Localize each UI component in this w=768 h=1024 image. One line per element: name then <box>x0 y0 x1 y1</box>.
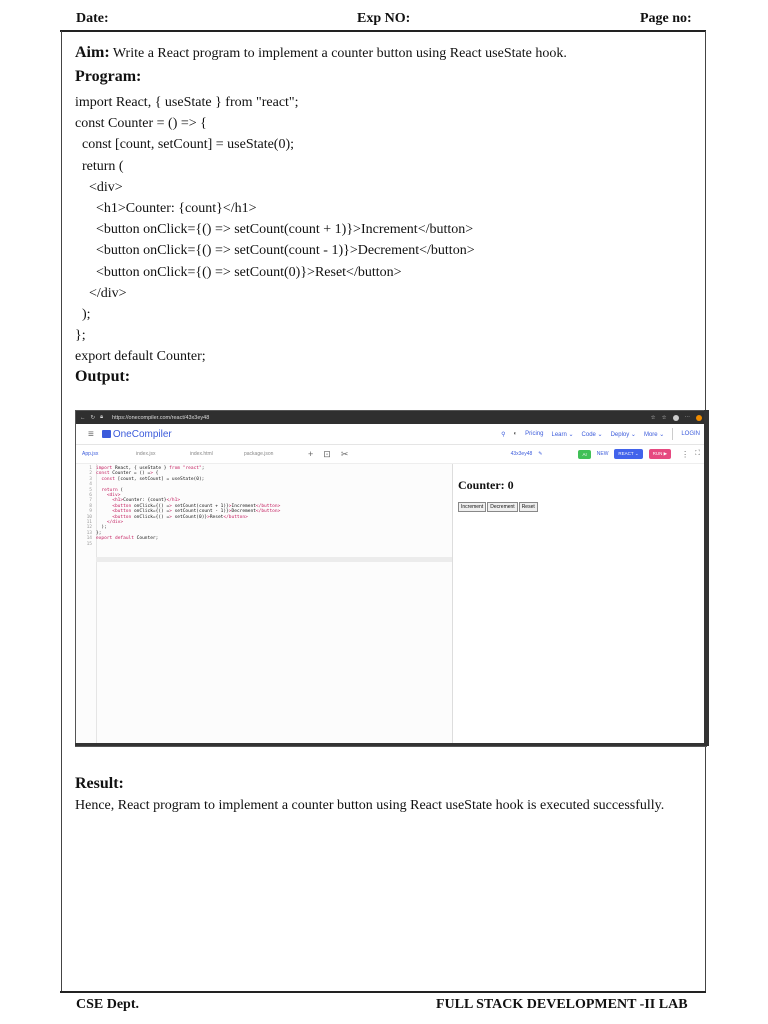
decrement-button[interactable]: Decrement <box>487 502 517 512</box>
tab-app-jsx[interactable]: App.jsx <box>82 451 99 457</box>
preview-button-group <box>458 502 538 512</box>
program-title: Program: <box>75 68 142 85</box>
add-file-icon[interactable]: + <box>308 449 314 459</box>
extension-color-icon <box>696 415 702 421</box>
footer-lab: FULL STACK DEVELOPMENT -II LAB <box>436 997 688 1012</box>
result-title: Result: <box>75 775 124 792</box>
header-rule <box>60 30 706 32</box>
tab-index-html[interactable]: index.html <box>190 451 213 457</box>
ai-button[interactable]: AI <box>578 450 590 459</box>
editor-line[interactable]: 5 return ( <box>76 488 123 493</box>
editor-line[interactable] <box>76 542 96 547</box>
exp-no-label: Exp NO: <box>357 11 411 26</box>
nav-more[interactable]: More ⌄ <box>643 431 665 438</box>
footer-rule <box>60 991 706 993</box>
result-text: Hence, React program to implement a counter button using React useState hook is executed successfully. <box>75 798 665 813</box>
line-number: 15 <box>86 541 92 547</box>
brand-name[interactable]: OneCompiler <box>112 428 172 440</box>
editor-line[interactable]: 13 }; <box>76 531 101 536</box>
editor-line[interactable]: 8 <button onClick={() => setCount(count + 1)}>Increment</button> <box>76 504 280 509</box>
editor-line[interactable]: 10 <button onClick={() => setCount(0)}>Reset</button> <box>76 515 248 520</box>
editor-line[interactable]: 6 <div> <box>76 493 120 498</box>
editor-line[interactable]: 11 </div> <box>76 520 123 525</box>
line-number: 6 <box>89 493 92 498</box>
line-number: 4 <box>89 482 92 488</box>
preview-pane <box>453 464 706 746</box>
more-options-icon[interactable]: ⋮ <box>681 449 690 459</box>
code-editor[interactable] <box>76 464 453 746</box>
run-button[interactable]: RUN ▶ <box>649 449 671 459</box>
nav-code[interactable]: Code ⌄ <box>581 431 603 438</box>
line-number: 13 <box>86 530 92 536</box>
edit-icon[interactable]: ✎ <box>538 451 543 457</box>
hamburger-icon[interactable]: ≡ <box>88 428 94 440</box>
editor-line[interactable]: 2 const Counter = () => { <box>76 471 158 476</box>
line-number: 11 <box>86 520 92 525</box>
output-screenshot <box>75 410 707 747</box>
react-button[interactable]: REACT ⌄ <box>614 449 642 459</box>
new-button[interactable]: NEW <box>596 451 609 457</box>
date-label: Date: <box>76 11 109 26</box>
preview-heading: Counter: 0 <box>458 478 514 492</box>
line-number: 7 <box>89 498 92 504</box>
theme-icon[interactable]: ◐ <box>513 431 518 437</box>
left-border <box>61 31 62 991</box>
login-link[interactable]: LOGIN <box>681 431 700 437</box>
lock-icon: 🔒︎ <box>100 414 104 420</box>
line-number: 3 <box>89 476 92 482</box>
screenshot-bottom-edge <box>75 743 709 746</box>
nav-learn[interactable]: Learn ⌄ <box>551 431 574 438</box>
browser-url[interactable]: https://onecompiler.com/react/43x3ey48 <box>112 414 210 421</box>
line-number: 10 <box>86 514 92 520</box>
search-icon[interactable]: ⚲ <box>501 431 506 438</box>
back-icon[interactable]: ← <box>80 414 86 421</box>
profile-icon[interactable] <box>673 415 679 421</box>
line-number: 9 <box>89 509 92 515</box>
star-icon[interactable]: ☆ <box>650 414 656 421</box>
tab-index-jsx[interactable]: index.jsx <box>136 451 156 457</box>
line-number: 14 <box>86 536 92 542</box>
line-number: 5 <box>89 487 92 493</box>
browser-bar <box>76 411 706 424</box>
aim-paragraph <box>75 44 567 62</box>
nav-pricing[interactable]: Pricing <box>525 431 544 437</box>
page-no-label: Page no: <box>640 11 692 26</box>
reload-icon[interactable]: ↻ <box>90 414 96 421</box>
line-number: 1 <box>89 466 92 471</box>
editor-line[interactable]: 1 import React, { useState } from "react"; <box>76 466 204 471</box>
editor-line[interactable]: 14 export default Counter; <box>76 536 158 541</box>
extension-icon[interactable]: ☆ <box>661 414 667 421</box>
fullscreen-icon[interactable]: ⛶ <box>695 450 700 457</box>
tab-package-json[interactable]: package.json <box>244 451 274 457</box>
editor-line[interactable]: 9 <button onClick={() => setCount(count - 1)}>Decrement</button> <box>76 509 280 514</box>
aim-label: Aim: <box>75 44 110 61</box>
line-number: 8 <box>89 503 92 509</box>
onecompiler-logo-icon <box>102 430 111 438</box>
reset-button[interactable]: Reset <box>519 502 538 512</box>
program-code: import React, { useState } from "react"; const Counter = () => { const [count, setCount] = useState(0); return ( <div> <h1>Counter: {count}</h1> <button onClick={() => setCount(count + 1)}>Increment</button> <button onClick={() => setCount(count - 1)}>Decrement</button> <button onClick={() => setCount(0)}>Reset</button> </div> ); }; export default Counter; <box>75 95 475 365</box>
onecompiler-navbar <box>76 424 706 445</box>
editor-line[interactable]: 12 ); <box>76 525 107 530</box>
project-id[interactable]: 43x3ey48 <box>510 451 533 457</box>
editor-line[interactable]: 3 const [count, setCount] = useState(0); <box>76 477 204 482</box>
tools-icon[interactable]: ✂ <box>340 448 349 459</box>
screenshot-right-edge <box>704 410 709 745</box>
editor-line[interactable]: 7 <h1>Counter: {count}</h1> <box>76 498 180 503</box>
line-number: 2 <box>89 471 92 477</box>
increment-button[interactable]: Increment <box>458 502 486 512</box>
menu-icon[interactable]: ⋯ <box>684 414 690 421</box>
nav-divider <box>672 428 673 440</box>
upload-icon[interactable]: ⊡ <box>323 448 331 459</box>
output-title: Output: <box>75 368 131 385</box>
file-tabs <box>76 445 706 464</box>
current-line-highlight <box>96 557 452 562</box>
aim-text: Write a React program to implement a counter button using React useState hook. <box>109 46 567 61</box>
nav-deploy[interactable]: Deploy ⌄ <box>610 431 636 438</box>
footer-dept: CSE Dept. <box>76 997 140 1012</box>
line-number: 12 <box>86 525 92 531</box>
